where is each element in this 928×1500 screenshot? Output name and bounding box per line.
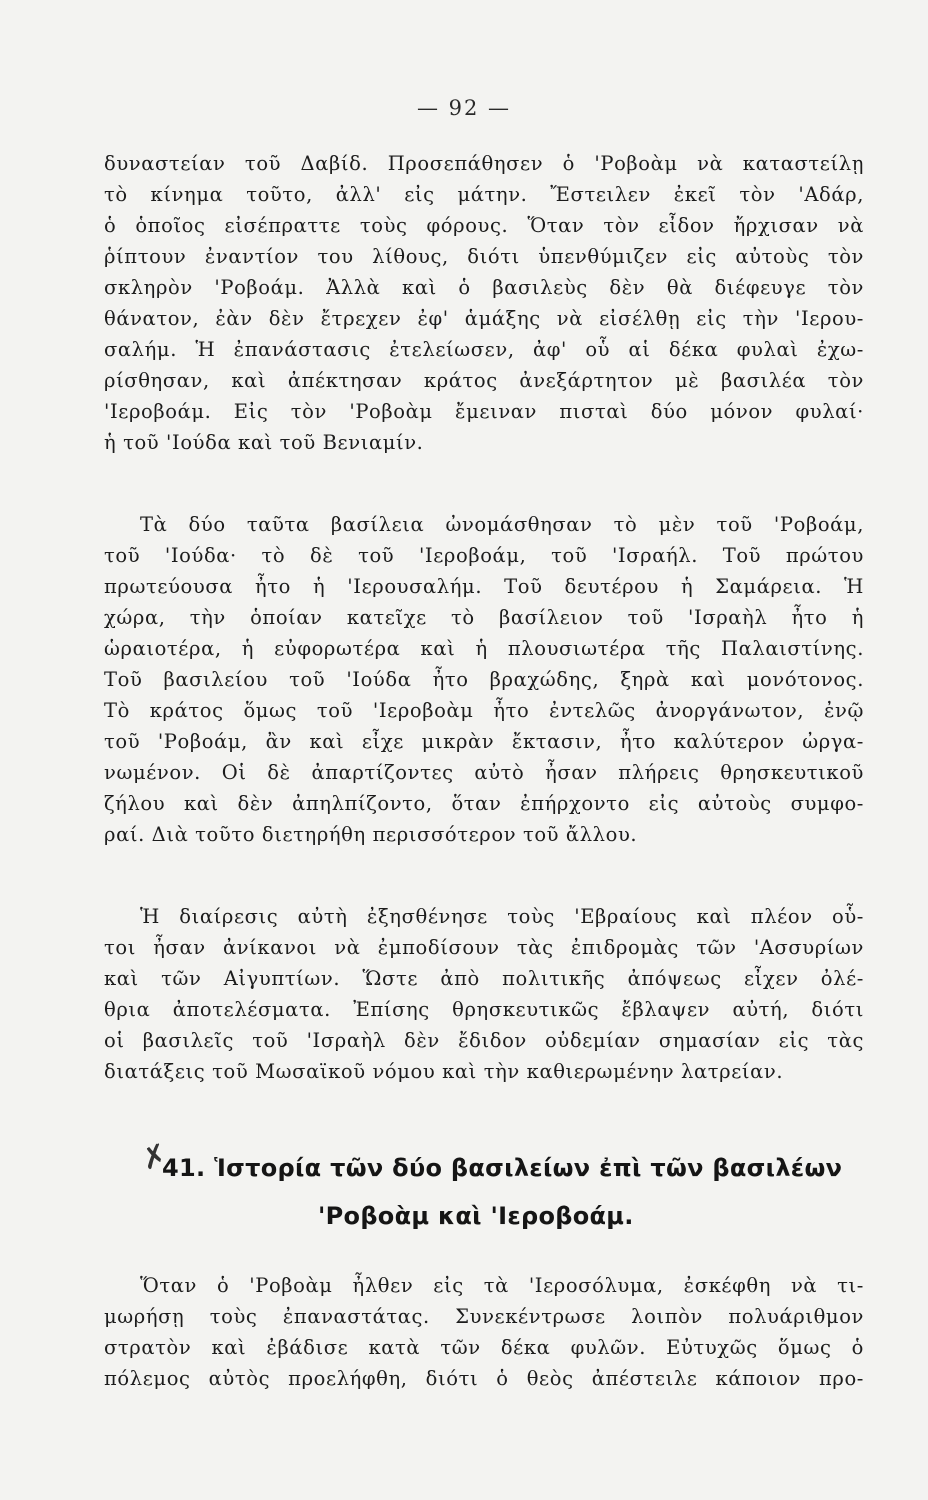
text-line: ραί. Διὰ τοῦτο διετηρήθη περισσότερον τοῦ ἄλλου.: [104, 823, 638, 846]
text-line: διατάξεις τοῦ Μωσαϊκοῦ νόμου καὶ τὴν καθιερωμένην λατρείαν.: [104, 1060, 784, 1083]
text-line: πρωτεύουσα ἦτο ἡ 'Ιερουσαλήμ. Τοῦ δευτέρου ἡ Σαμάρεια. Ἡ: [104, 575, 864, 598]
text-line: Ἡ διαίρεσις αὐτὴ ἐξησθένησε τοὺς 'Εβραίους καὶ πλέον οὗ-: [140, 905, 864, 928]
text-line: ὁ ὁποῖος εἰσέπραττε τοὺς φόρους. Ὅταν τὸν εἶδον ἤρχισαν νὰ: [104, 214, 864, 237]
text-line: νωμένον. Οἱ δὲ ἀπαρτίζοντες αὐτὸ ἦσαν πλήρεις θρησκευτικοῦ: [104, 761, 864, 784]
text-line: ὡραιοτέρα, ἡ εὐφορωτέρα καὶ ἡ πλουσιωτέρα τῆς Παλαιστίνης.: [104, 637, 864, 660]
text-line: στρατὸν καὶ ἐβάδισε κατὰ τῶν δέκα φυλῶν. Εὐτυχῶς ὅμως ὁ: [104, 1336, 864, 1359]
text-line: Τὸ κράτος ὅμως τοῦ 'Ιεροβοὰμ ἦτο ἐντελῶς ἀνοργάνωτον, ἐνῷ: [104, 699, 864, 722]
text-line: Ὅταν ὁ 'Ροβοὰμ ἦλθεν εἰς τὰ 'Ιεροσόλυμα, ἐσκέφθη νὰ τι-: [140, 1274, 864, 1297]
text-line: τοῦ 'Ροβοάμ, ἂν καὶ εἶχε μικρὰν ἔκτασιν, ἦτο καλύτερον ὠργα-: [104, 730, 864, 753]
handwritten-margin-mark: ✗: [137, 1136, 172, 1179]
text-line: τοῦ 'Ιούδα· τὸ δὲ τοῦ 'Ιεροβοάμ, τοῦ 'Ισραήλ. Τοῦ πρώτου: [104, 544, 864, 567]
text-line: τοι ἦσαν ἀνίκανοι νὰ ἐμποδίσουν τὰς ἐπιδρομὰς τῶν 'Ασσυρίων: [104, 936, 864, 959]
text-line: θάνατον, ἐὰν δὲν ἔτρεχεν ἐφ' ἁμάξης νὰ εἰσέλθῃ εἰς τὴν 'Ιερου-: [104, 307, 864, 330]
section-heading-line-1: 41. Ἱστορία τῶν δύο βασιλείων ἐπὶ τῶν βασιλέων: [162, 1154, 843, 1182]
text-line: Τοῦ βασιλείου τοῦ 'Ιούδα ἦτο βραχώδης, ξηρὰ καὶ μονότονος.: [104, 668, 864, 691]
text-line: ἡ τοῦ 'Ιούδα καὶ τοῦ Βενιαμίν.: [104, 431, 424, 454]
text-line: πόλεμος αὐτὸς προελήφθη, διότι ὁ θεὸς ἀπέστειλε κάποιον προ-: [104, 1367, 864, 1390]
text-line: σαλήμ. Ἡ ἐπανάστασις ἐτελείωσεν, ἀφ' οὗ αἱ δέκα φυλαὶ ἐχω-: [104, 338, 864, 361]
text-line: τὸ κίνημα τοῦτο, ἀλλ' εἰς μάτην. Ἔστειλεν ἐκεῖ τὸν 'Αδάρ,: [104, 183, 864, 206]
text-line: καὶ τῶν Αἰγυπτίων. Ὥστε ἀπὸ πολιτικῆς ἀπόψεως εἶχεν ὀλέ-: [104, 967, 864, 990]
text-line: δυναστείαν τοῦ Δαβίδ. Προσεπάθησεν ὁ 'Ροβοὰμ νὰ καταστείλῃ: [104, 152, 864, 175]
text-line: Τὰ δύο ταῦτα βασίλεια ὠνομάσθησαν τὸ μὲν τοῦ 'Ροβοάμ,: [140, 513, 864, 536]
text-line: ζήλου καὶ δὲν ἀπηλπίζοντο, ὅταν ἐπήρχοντο εἰς αὐτοὺς συμφο-: [104, 792, 864, 815]
page-number: — 92 —: [416, 96, 512, 120]
text-line: χώρα, τὴν ὁποίαν κατεῖχε τὸ βασίλειον τοῦ 'Ισραὴλ ἦτο ἡ: [104, 606, 864, 629]
text-line: οἱ βασιλεῖς τοῦ 'Ισραὴλ δὲν ἔδιδον οὐδεμίαν σημασίαν εἰς τὰς: [104, 1029, 864, 1052]
text-line: 'Ιεροβοάμ. Εἰς τὸν 'Ροβοὰμ ἔμειναν πισταὶ δύο μόνον φυλαί·: [104, 400, 864, 423]
text-line: μωρήσῃ τοὺς ἐπαναστάτας. Συνεκέντρωσε λοιπὸν πολυάριθμον: [104, 1305, 864, 1328]
text-line: ρίσθησαν, καὶ ἀπέκτησαν κράτος ἀνεξάρτητον μὲ βασιλέα τὸν: [104, 369, 864, 392]
text-line: ῥίπτουν ἐναντίον του λίθους, διότι ὑπενθύμιζεν εἰς αὐτοὺς τὸν: [104, 245, 864, 268]
section-heading-line-2: 'Ροβοὰμ καὶ 'Ιεροβοάμ.: [318, 1202, 634, 1230]
text-line: θρια ἀποτελέσματα. Ἐπίσης θρησκευτικῶς ἔβλαψεν αὐτή, διότι: [104, 998, 864, 1021]
text-line: σκληρὸν 'Ροβοάμ. Ἀλλὰ καὶ ὁ βασιλεὺς δὲν θὰ διέφευγε τὸν: [104, 276, 864, 299]
